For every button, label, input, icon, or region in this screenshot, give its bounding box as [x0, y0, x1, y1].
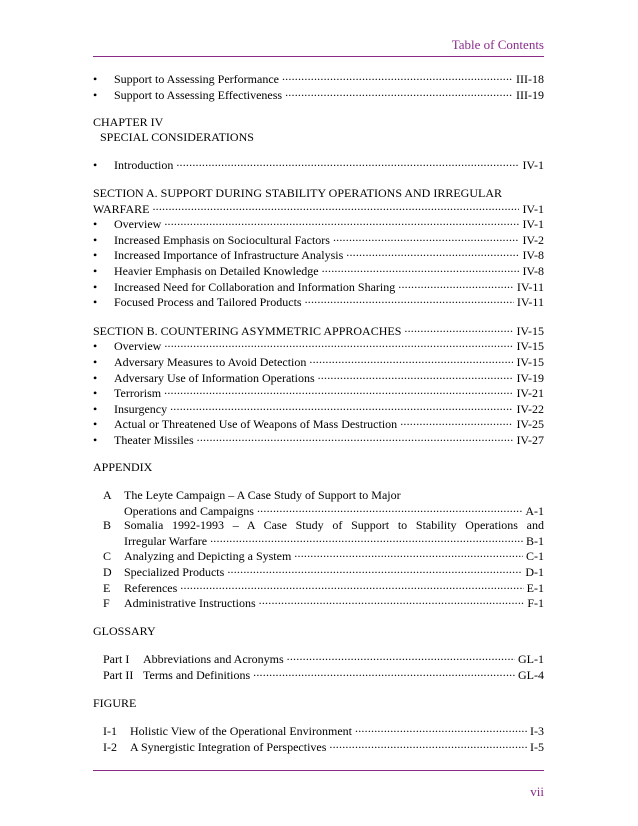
appendix-entry[interactable] [93, 548, 544, 564]
toc-entry[interactable] [93, 401, 544, 417]
appendix-entry[interactable] [93, 564, 544, 580]
glossary-entry[interactable] [93, 667, 544, 683]
figure-entry[interactable] [93, 739, 544, 755]
leader-dots [285, 87, 513, 99]
entry-page: IV-1 [522, 217, 544, 232]
toc-entry[interactable] [93, 232, 544, 248]
entry-page: IV-25 [516, 417, 544, 432]
bullet: • [93, 417, 98, 432]
leader-dots [152, 201, 519, 213]
entry-page: C-1 [526, 549, 544, 564]
bullet: • [93, 248, 98, 263]
bullet: • [93, 386, 98, 401]
appendix-label: APPENDIX [93, 460, 153, 475]
entry-page: F-1 [527, 596, 544, 611]
header-rule [93, 56, 544, 57]
leader-dots [294, 548, 523, 560]
entry-title: Terrorism [114, 386, 162, 401]
leader-dots [309, 354, 513, 366]
entry-page: IV-15 [516, 323, 544, 338]
leader-dots [227, 564, 522, 576]
entry-page: IV-8 [522, 263, 544, 278]
toc-entry[interactable] [93, 87, 544, 103]
entry-title: Adversary Measures to Avoid Detection [114, 354, 307, 369]
toc-entry[interactable] [93, 338, 544, 354]
appendix-entry-cont[interactable] [93, 503, 544, 519]
appendix-entry[interactable] [93, 488, 544, 503]
leader-dots [164, 338, 513, 350]
leader-dots [164, 385, 513, 397]
leader-dots [355, 723, 527, 735]
appendix-entry[interactable] [93, 518, 544, 533]
entry-title: Overview [114, 339, 162, 354]
chapter-title: SPECIAL CONSIDERATIONS [100, 129, 254, 144]
appendix-letter: E [103, 580, 111, 595]
entry-page: IV-15 [516, 339, 544, 354]
figure-label: FIGURE [93, 695, 137, 710]
entry-title: Support to Assessing Effectiveness [114, 87, 283, 102]
entry-title: Actual or Threatened Use of Weapons of Mass Destruction [114, 417, 398, 432]
bullet: • [93, 279, 98, 294]
entry-title: Terms and Definitions [143, 668, 251, 682]
bullet: • [93, 263, 98, 278]
glossary-entry[interactable] [93, 651, 544, 667]
table-of-contents [93, 71, 544, 754]
toc-entry[interactable] [93, 279, 544, 295]
bullet: • [93, 72, 98, 86]
bullet: • [93, 401, 98, 416]
bullet: • [93, 432, 98, 447]
bullet: • [93, 339, 98, 354]
entry-page: IV-19 [516, 370, 544, 385]
leader-dots [318, 370, 514, 382]
entry-title: A Synergistic Integration of Perspectives [130, 739, 327, 754]
entry-title: Increased Emphasis on Sociocultural Factors [114, 232, 330, 247]
header-title: Table of Contents [451, 37, 544, 52]
section-a-title[interactable]: SECTION A. SUPPORT DURING STABILITY OPERATIONS AND IRREGULAR [93, 185, 503, 200]
entry-page: IV-15 [516, 354, 544, 369]
toc-entry[interactable] [93, 416, 544, 432]
leader-dots [180, 580, 523, 592]
leader-dots [253, 667, 515, 679]
entry-title: Administrative Instructions [124, 596, 256, 611]
toc-entry[interactable] [93, 354, 544, 370]
glossary-label: GLOSSARY [93, 623, 156, 638]
appendix-letter: F [103, 596, 110, 611]
toc-entry[interactable] [93, 157, 544, 173]
footer-rule [93, 770, 544, 771]
entry-title: Theater Missiles [114, 432, 194, 447]
leader-dots [197, 432, 514, 444]
bullet: • [93, 370, 98, 385]
glossary-part: Part I [103, 652, 130, 667]
bullet: • [93, 232, 98, 247]
entry-page: IV-22 [516, 401, 544, 416]
entry-page: III-19 [516, 87, 544, 102]
section-b-title[interactable] [93, 323, 544, 339]
bullet: • [93, 158, 98, 173]
entry-title: Abbreviations and Acronyms [143, 652, 284, 667]
figure-entry[interactable] [93, 723, 544, 739]
leader-dots [305, 294, 514, 306]
leader-dots [259, 595, 525, 607]
appendix-entry[interactable] [93, 595, 544, 611]
toc-entry[interactable] [93, 294, 544, 310]
glossary-part: Part II [103, 668, 134, 682]
entry-title: Holistic View of the Operational Environment [130, 724, 353, 739]
entry-page: GL-4 [518, 668, 544, 682]
entry-page: IV-1 [522, 201, 544, 216]
leader-dots [282, 71, 513, 83]
appendix-entry-cont[interactable] [93, 533, 544, 549]
entry-title: SECTION B. COUNTERING ASYMMETRIC APPROACHES [93, 323, 402, 338]
entry-title: Overview [114, 217, 162, 232]
toc-entry[interactable] [93, 71, 544, 87]
entry-title: WARFARE [93, 201, 150, 216]
toc-entry[interactable] [93, 216, 544, 232]
leader-dots [322, 263, 520, 275]
entry-title: Increased Importance of Infrastructure Analysis [114, 248, 344, 263]
entry-page: IV-1 [522, 158, 544, 173]
chapter-label: CHAPTER IV [93, 115, 164, 130]
leader-dots [398, 279, 514, 291]
leader-dots [170, 401, 513, 413]
appendix-letter: A [103, 488, 112, 503]
entry-page: IV-8 [522, 248, 544, 263]
leader-dots [329, 739, 527, 751]
entry-page: D-1 [525, 565, 544, 580]
toc-entry[interactable] [93, 385, 544, 401]
appendix-letter: C [103, 549, 112, 564]
entry-page: GL-1 [518, 652, 544, 667]
entry-title: Heavier Emphasis on Detailed Knowledge [114, 263, 319, 278]
entry-title: The Leyte Campaign – A Case Study of Support to Major [124, 488, 401, 503]
leader-dots [287, 651, 515, 663]
section-a-title-cont[interactable] [93, 201, 544, 217]
entry-page: IV-27 [516, 432, 544, 447]
bullet: • [93, 295, 98, 310]
leader-dots [333, 232, 519, 244]
entry-title: Introduction [114, 158, 174, 173]
entry-title: Adversary Use of Information Operations [114, 370, 315, 385]
leader-dots [210, 533, 523, 545]
appendix-letter: D [103, 565, 112, 580]
entry-title: Irregular Warfare [124, 533, 208, 548]
entry-title: Support to Assessing Performance [114, 72, 279, 86]
entry-title: References [124, 580, 178, 595]
toc-entry[interactable] [93, 247, 544, 263]
entry-page: A-1 [525, 503, 544, 518]
entry-page: III-18 [516, 72, 544, 86]
bullet: • [93, 87, 98, 102]
entry-title: Focused Process and Tailored Products [114, 295, 302, 310]
toc-entry[interactable] [93, 370, 544, 386]
entry-title: Analyzing and Depicting a System [124, 549, 292, 564]
entry-page: I-3 [530, 724, 544, 739]
entry-page: IV-21 [516, 386, 544, 401]
toc-entry[interactable] [93, 263, 544, 279]
page-number: vii [530, 784, 544, 799]
entry-page: IV-2 [522, 232, 544, 247]
leader-dots [346, 247, 519, 259]
leader-dots [404, 323, 513, 335]
entry-title: Insurgency [114, 401, 168, 416]
bullet: • [93, 354, 98, 369]
leader-dots [164, 216, 519, 228]
entry-title: Operations and Campaigns [124, 503, 254, 518]
entry-page: IV-11 [516, 295, 544, 310]
appendix-letter: B [103, 518, 112, 533]
bullet: • [93, 217, 98, 232]
leader-dots [400, 416, 513, 428]
entry-page: IV-11 [516, 279, 544, 294]
figure-number: I-1 [103, 724, 117, 739]
entry-page: I-5 [530, 739, 544, 754]
leader-dots [257, 503, 522, 515]
entry-page: B-1 [526, 533, 544, 548]
entry-title: Increased Need for Collaboration and Information Sharing [114, 279, 396, 294]
appendix-entry[interactable] [93, 580, 544, 596]
entry-title: Somalia 1992-1993 – A Case Study of Support to Stability Operations and [124, 518, 544, 533]
toc-entry[interactable] [93, 432, 544, 448]
figure-number: I-2 [103, 739, 117, 754]
entry-page: E-1 [526, 580, 544, 595]
entry-title: Specialized Products [124, 565, 225, 580]
leader-dots [176, 157, 519, 169]
